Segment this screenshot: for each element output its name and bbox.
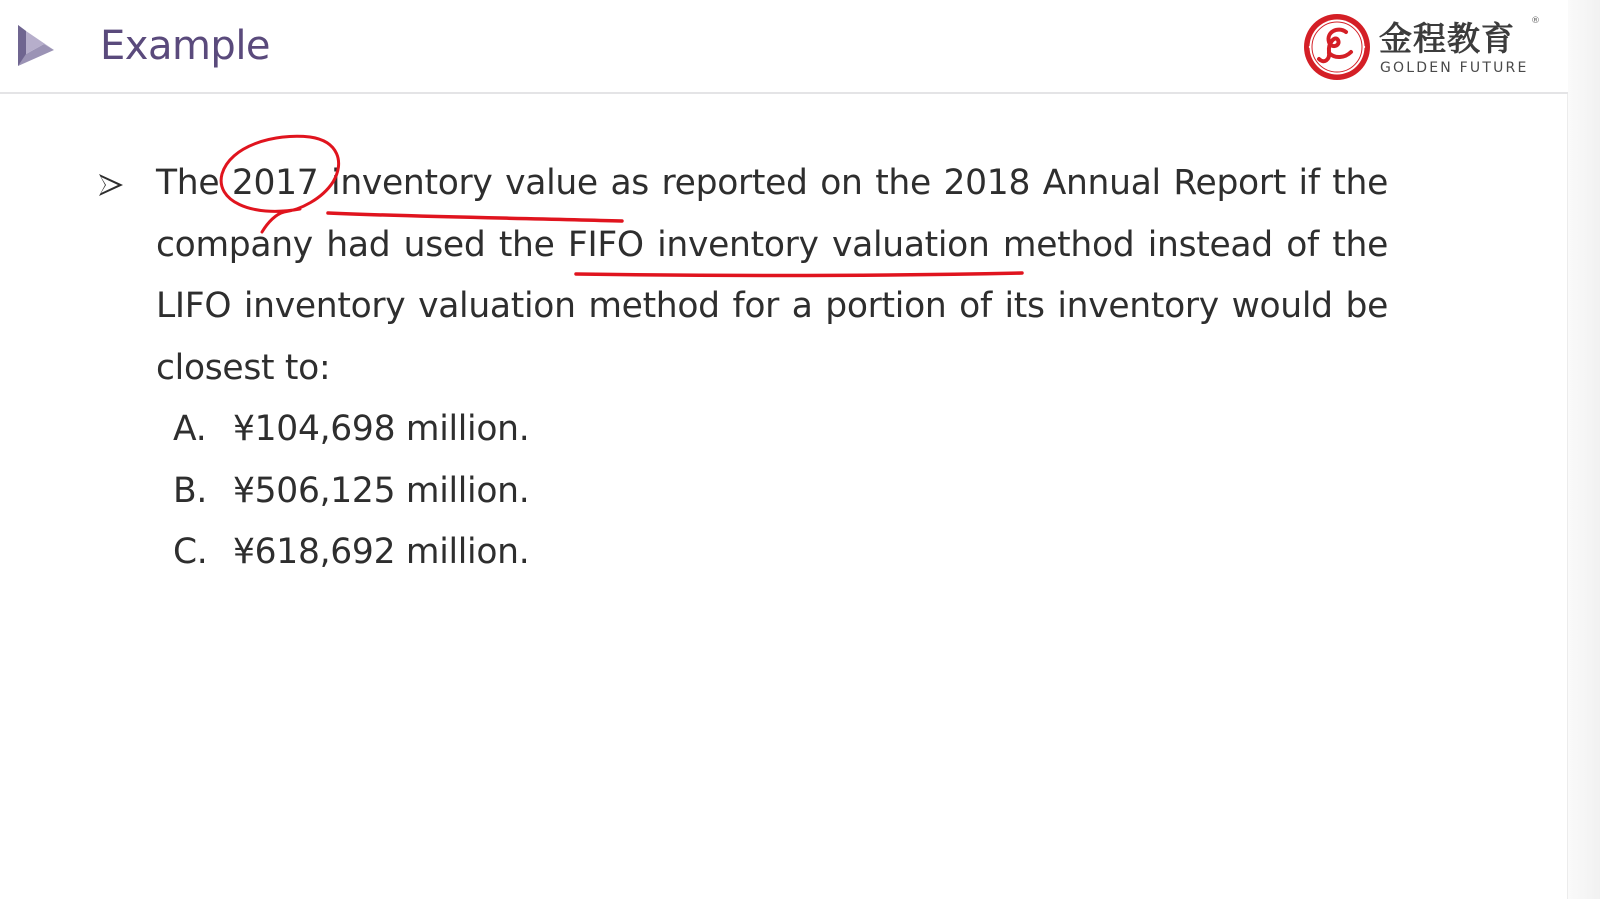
registered-mark: ® [1531,16,1540,26]
answer-options [173,399,529,584]
option-text: ¥618,692 million. [233,532,530,572]
brand-chinese-name: 金程教育 [1379,19,1515,58]
slide-header [0,0,1568,94]
play-triangle-logo-icon [14,22,58,68]
option-letter: C. [173,532,208,572]
option-text: ¥506,125 million. [233,470,530,511]
question-text: The 2017 inventory value as reported on the 2018 Annual Report if the company had used the FIFO inventory valuation method instead of the LIFO inventory valuation method for a portion of its inventory would be closest to: [156,163,1388,388]
golden-future-seal-icon [1302,12,1372,82]
option-text: ¥104,698 million. [233,409,530,449]
option-letter: B. [173,470,208,511]
slide-title: Example [100,23,271,69]
brand-logo [1302,12,1538,84]
window-edge [1567,0,1600,899]
brand-english-name: GOLDEN FUTURE [1380,60,1529,76]
option-c [173,522,529,584]
option-a [173,399,529,461]
arrow-bullet-icon [96,170,126,200]
option-b [173,461,529,523]
option-letter: A. [173,409,207,449]
